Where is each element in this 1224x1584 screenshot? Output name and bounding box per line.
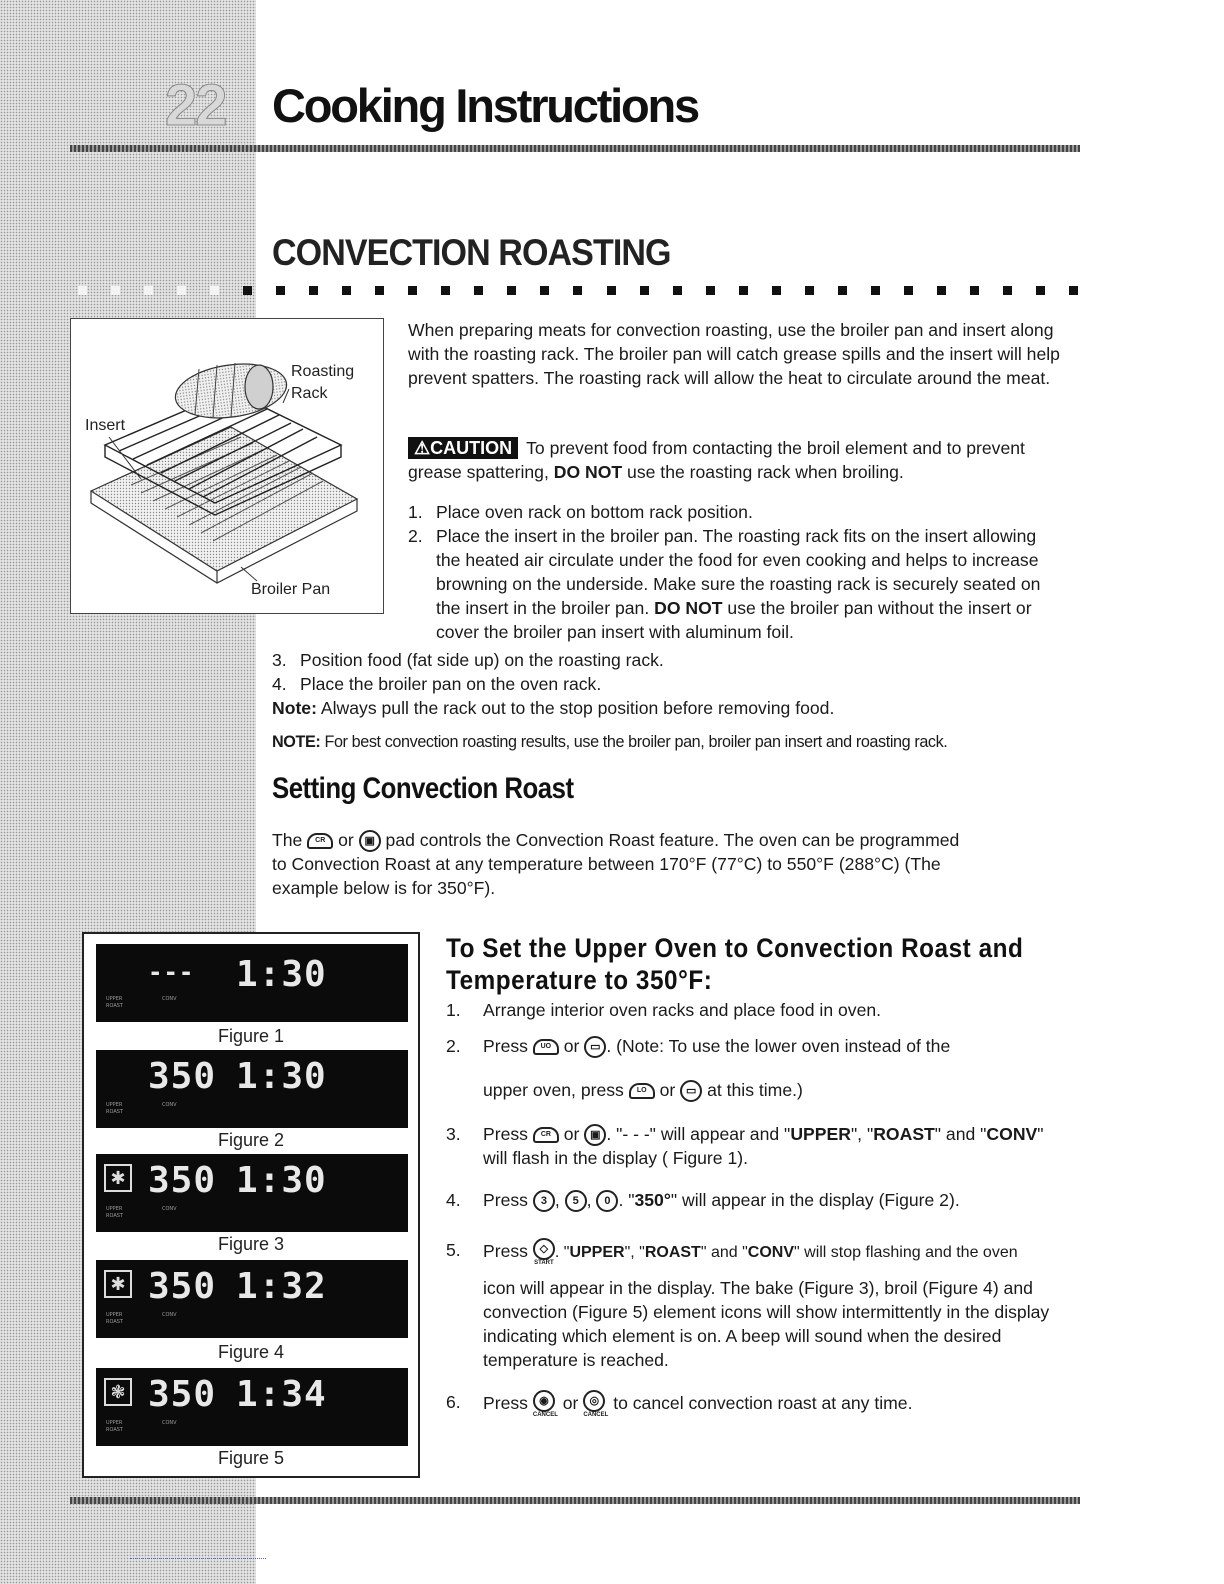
note-1: Note: Always pull the rack out to the stop position before removing food. — [272, 698, 835, 718]
display-figures-panel — [82, 932, 420, 1478]
cancel-pad-icon: ◉ CANCEL — [533, 1390, 558, 1419]
bake-element-icon: ✱ — [104, 1164, 132, 1192]
lower-oven-pad-icon: LO — [629, 1083, 655, 1099]
upper-oven-pad-icon: UO — [533, 1039, 559, 1055]
label-roasting: Roasting — [291, 363, 355, 380]
label-insert: Insert — [85, 417, 126, 434]
figure-3-caption: Figure 3 — [217, 1234, 285, 1254]
figure-2-caption: Figure 2 — [217, 1130, 285, 1150]
key-0-icon: 0 — [596, 1190, 618, 1212]
page-number: 22 — [165, 73, 226, 138]
convection-roast-pad-icon: CR — [307, 833, 333, 849]
page-title: Cooking Instructions — [272, 79, 699, 132]
display-figure-1: --- 1:30 UPPER ROAST CONV — [96, 944, 408, 1022]
section-title: CONVECTION ROASTING — [272, 232, 671, 273]
display-figure-2: 350 1:30 UPPER ROAST CONV — [96, 1050, 408, 1128]
display-figure-3: ✱ 350 1:30 UPPER ROAST CONV — [96, 1154, 408, 1232]
intro-paragraph: When preparing meats for convection roasting, use the broiler pan and insert along with the roasting rack. The broiler pan will catch grease spills and the insert will help prevent spatters. The roasting rack will allow the heat to circulate around the meat. — [408, 320, 1060, 388]
figure-5-caption: Figure 5 — [217, 1448, 285, 1468]
figure-1-caption: Figure 1 — [217, 1026, 285, 1046]
start-pad-icon: ◇ START — [533, 1238, 555, 1267]
warning-triangle-icon: ⚠ — [414, 438, 431, 458]
setting-subtitle: Setting Convection Roast — [272, 772, 574, 805]
broil-element-icon: ✱ — [104, 1270, 132, 1298]
display-figure-5: ❃ 350 1:34 UPPER ROAST CONV — [96, 1368, 408, 1446]
label-broiler-pan: Broiler Pan — [251, 581, 331, 598]
note-2: NOTE: For best convection roasting results, use the broiler pan, broiler pan insert and roasting rack. — [272, 733, 948, 751]
cancel-alt-pad-icon: ◎ CANCEL — [583, 1390, 608, 1419]
convection-fan-icon: ❃ — [104, 1378, 132, 1406]
key-3-icon: 3 — [533, 1190, 555, 1212]
footer-divider — [70, 1497, 1080, 1504]
upper-oven-steps-title: To Set the Upper Oven to Convection Roast and Temperature to 350°F: — [446, 933, 1024, 995]
figure-4-caption: Figure 4 — [217, 1342, 285, 1362]
setting-paragraph: The CR or ▣ pad controls the Convection Roast feature. The oven can be programmed to Convection Roast at any temperature between 170°F (77°C) to 550°F (288°C) (The example below is for 350°F). — [272, 830, 960, 899]
broiler-pan-rack-illustration — [70, 318, 384, 614]
caution-badge: ⚠CAUTION — [408, 437, 518, 459]
roast-pad-icon: ▣ — [584, 1124, 606, 1146]
label-rack: Rack — [291, 385, 328, 402]
convection-roast-pad-icon: CR — [533, 1127, 559, 1143]
footer-dotted-link[interactable] — [130, 1558, 266, 1559]
section-square-divider — [78, 286, 1078, 298]
roast-pad-icon: ▣ — [359, 830, 381, 852]
caution-block: ⚠CAUTION To prevent food from contacting the broil element and to prevent grease spattering, DO NOT use the roasting rack when broiling. — [408, 438, 1025, 482]
lower-oven-alt-pad-icon: ▭ — [680, 1080, 702, 1102]
header-divider — [70, 145, 1080, 152]
key-5-icon: 5 — [565, 1190, 587, 1212]
upper-oven-alt-pad-icon: ▭ — [584, 1036, 606, 1058]
display-figure-4: ✱ 350 1:32 UPPER ROAST CONV — [96, 1260, 408, 1338]
